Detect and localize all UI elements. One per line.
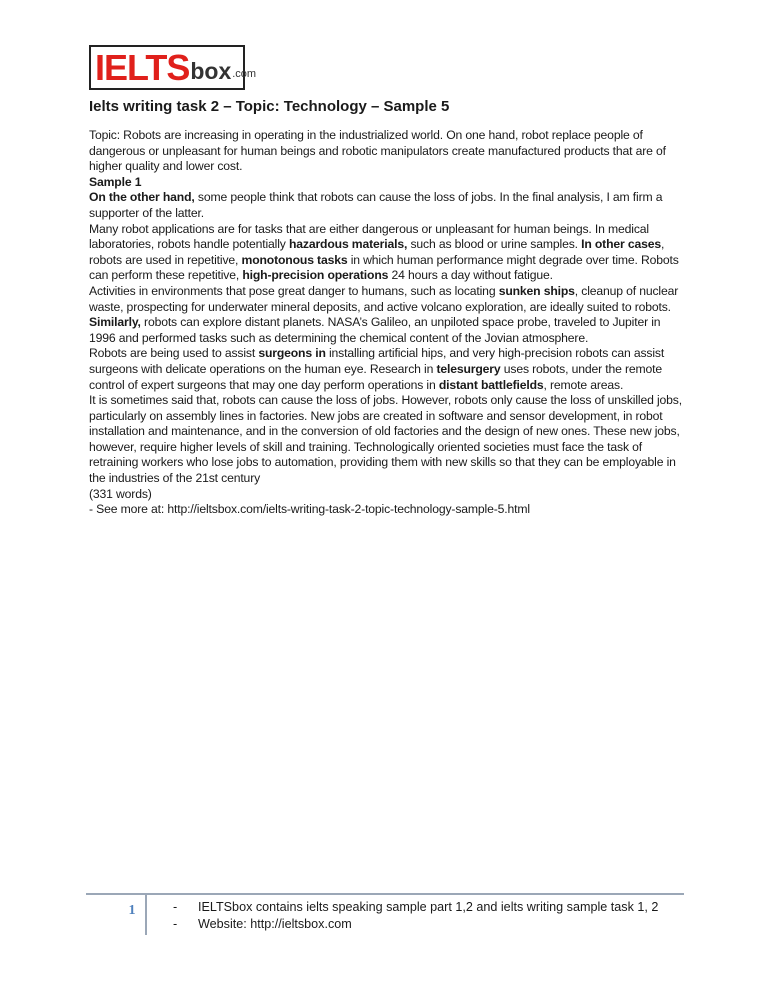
footer-bullet-dash: -	[173, 917, 178, 931]
bold-phrase: telesurgery	[436, 361, 501, 376]
text-run: in which human performance might degrade over time. Robots can perform these repetitive,	[89, 252, 679, 283]
footer-rule	[86, 893, 684, 895]
document-title: Ielts writing task 2 – Topic: Technology – Sample 5	[89, 98, 450, 115]
bold-phrase: In other cases	[581, 237, 661, 252]
sample-paragraph-3	[89, 284, 689, 346]
bold-phrase: hazardous materials,	[288, 237, 408, 252]
text-run: Many robot applications are for tasks that are either dangerous or unpleasant for human beings. In medical laboratories, robots handle potentially	[89, 221, 649, 252]
footer-notes	[173, 899, 658, 933]
bold-phrase: surgeons in	[258, 346, 326, 361]
footer-note-text: IELTSbox contains ielts speaking sample part 1,2 and ielts writing sample task 1, 2	[198, 900, 659, 914]
logo-box-text: box	[190, 58, 232, 84]
text-run: 24 hours a day without fatigue.	[388, 268, 553, 283]
see-more-link[interactable]: - See more at: http://ieltsbox.com/ielts-writing-task-2-topic-technology-sample-5.html	[89, 502, 530, 517]
footer-website-link[interactable]: Website: http://ieltsbox.com	[198, 917, 352, 931]
text-run: such as blood or urine samples.	[407, 237, 582, 252]
text-run: , cleanup of nuclear waste, prospecting for underwater mineral deposits, and active volcano exploration, are ideally suited to robots.	[89, 283, 679, 314]
logo-ielts-text: IELTS	[95, 46, 190, 88]
ieltsbox-logo	[89, 45, 257, 90]
text-run: , remote areas.	[543, 377, 624, 392]
footer-note-item	[173, 899, 658, 916]
text-run: Robots are being used to assist	[89, 346, 259, 361]
sample-paragraph-1	[89, 175, 689, 222]
bold-phrase: high-precision operations	[242, 268, 389, 283]
footer-divider	[145, 895, 147, 935]
sample-heading: Sample 1	[89, 174, 142, 189]
footer-note-item	[173, 916, 658, 933]
text-run: uses robots, under the remote control of expert surgeons that may one day perform operations in	[89, 361, 662, 392]
sample-paragraph-2	[89, 222, 689, 284]
sample-paragraph-5: It is sometimes said that, robots can cause the loss of jobs. However, robots only cause the loss of unskilled jobs, particularly on assembly lines in factories. New jobs are created in software and sensor development, in robot installation and maintenance, and in the conversion of old factories and the design of new ones. These new jobs, however, require higher levels of skill and training. Technologically oriented societies must face the task of retraining workers who lose jobs to automation, providing them with new skills so that they can be employable in the industries of the 21st century	[89, 393, 682, 486]
text-run: , robots are used in repetitive,	[89, 237, 665, 267]
page-number: 1	[128, 903, 136, 918]
topic-paragraph: Topic: Robots are increasing in operating in the industrialized world. On one hand, robot replace people of dangerous or unpleasant for human beings and robotic manipulators create manufactured products that are of higher quality and lower cost.	[89, 128, 666, 174]
text-run: Activities in environments that pose great danger to humans, such as locating	[89, 283, 499, 298]
word-count: (331 words)	[89, 486, 152, 501]
document-body	[89, 98, 689, 518]
bold-phrase: Similarly,	[89, 315, 141, 330]
sample-paragraph-4	[89, 346, 689, 393]
text-run: robots can explore distant planets. NASA’s Galileo, an unpiloted space probe, traveled to Jupiter in 1996 and performed tasks such as determining the chemical content of the Jovian atmosphere.	[89, 315, 661, 345]
bold-phrase: monotonous tasks	[241, 252, 348, 267]
text-run: installing artificial hips, and very high-precision robots can assist surgeons with delicate operations on the human eye. Research in	[89, 346, 665, 376]
footer-bullet-dash: -	[173, 900, 178, 914]
bold-phrase: On the other hand,	[89, 190, 195, 205]
text-run: some people think that robots can cause the loss of jobs. In the final analysis, I am firm a supporter of the latter.	[89, 190, 663, 220]
bold-phrase: sunken ships	[498, 283, 575, 298]
logo-com-text: .com	[232, 68, 257, 80]
bold-phrase: distant battlefields	[438, 377, 544, 392]
